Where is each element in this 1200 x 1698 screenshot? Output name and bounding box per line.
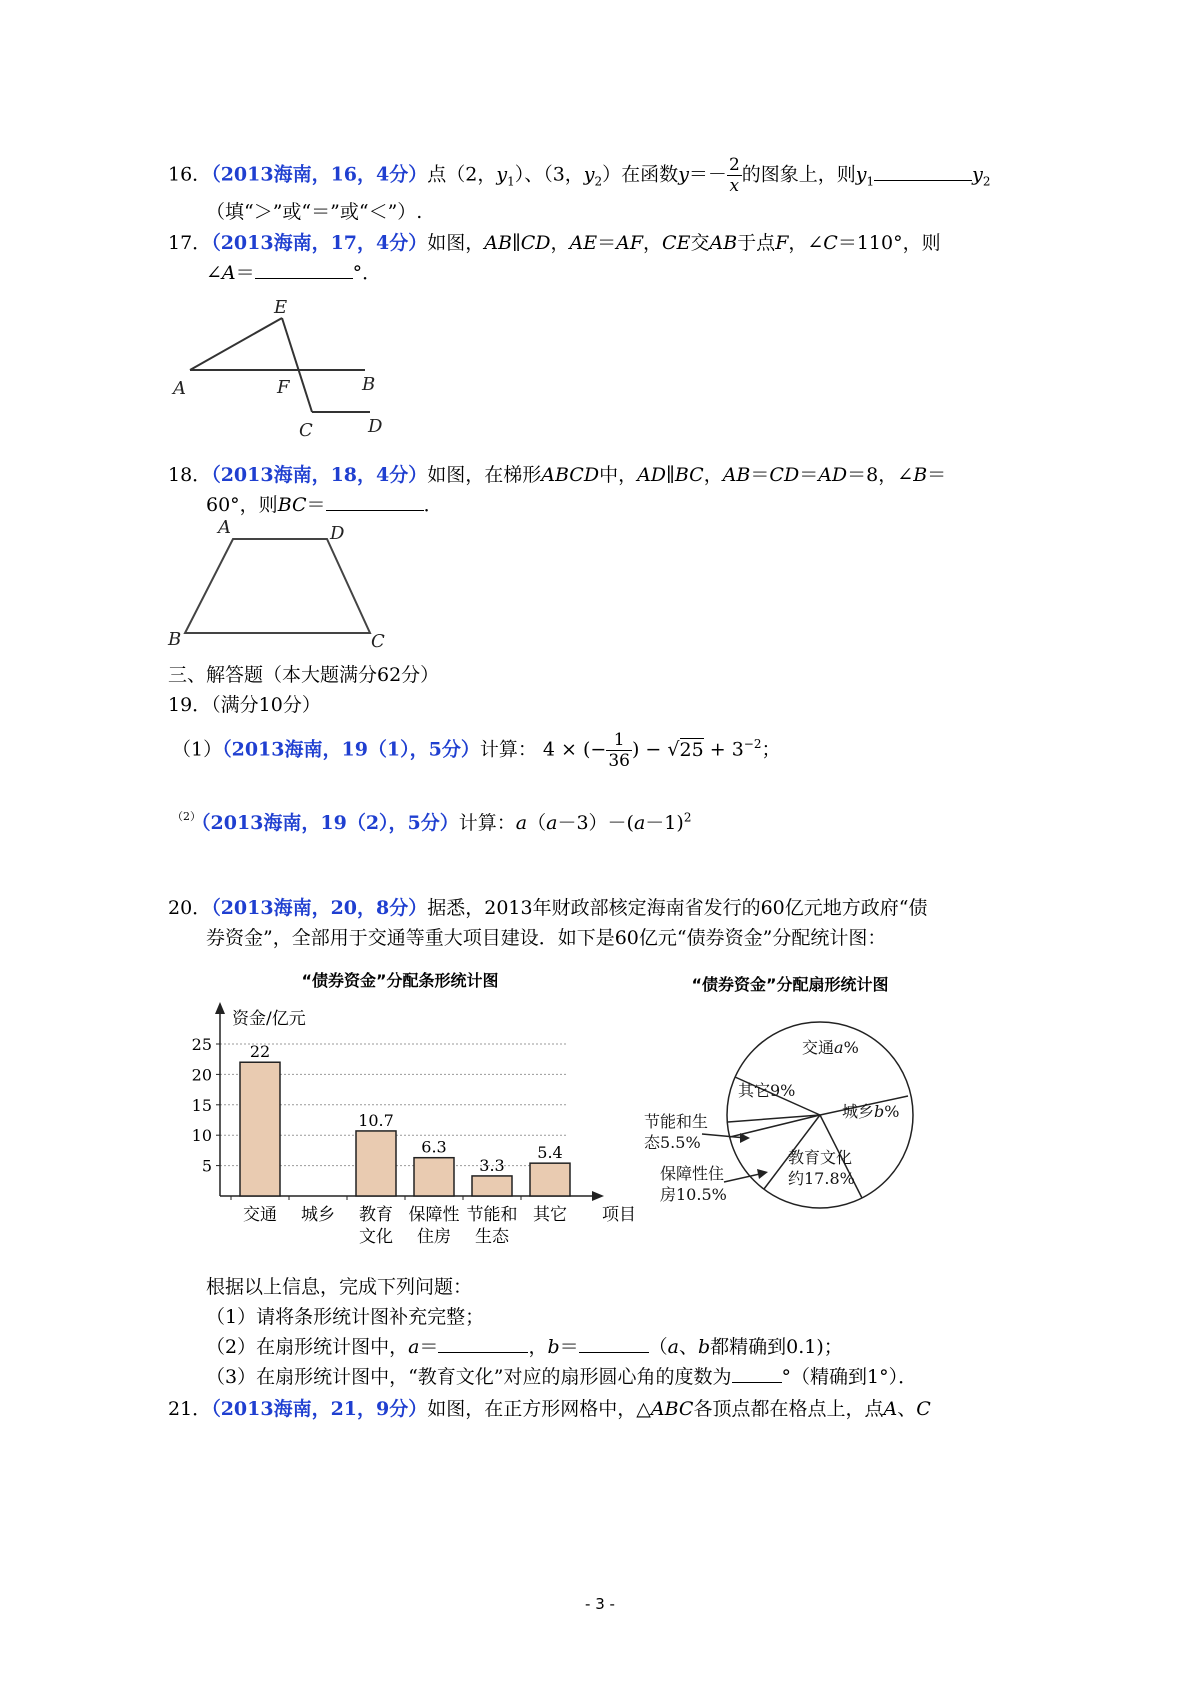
slice-label-transport: 交通a%: [802, 1038, 859, 1057]
q20-line1: 20．（2013海南，20，8分）据悉，2013年财政部核定海南省发行的60亿元地方政府“债: [168, 897, 928, 919]
y-tick-label: 5: [201, 1156, 212, 1176]
bar: [356, 1131, 396, 1196]
answer-blank: [255, 259, 353, 279]
fraction-1-over-36: $\frac{1}{36}$: [608, 730, 630, 771]
bar-xlabels: [231, 1196, 567, 1247]
pie-chart: [640, 960, 940, 1260]
label-B: B: [362, 374, 376, 395]
slice-label-education-1: 教育文化: [788, 1148, 853, 1167]
y-axis-arrow: [215, 1002, 225, 1014]
answer-blank-angle: [732, 1363, 782, 1383]
x-tick-label: 其它: [533, 1205, 567, 1225]
slice-label-energy-1: 节能和生: [644, 1112, 709, 1131]
x-axis-label: 项目: [602, 1205, 636, 1225]
y-tick-label: 20: [191, 1065, 212, 1085]
label-C: C: [371, 631, 385, 652]
x-tick-label: 保障性: [408, 1205, 460, 1225]
slice-label-education-2: 约17.8%: [788, 1169, 855, 1188]
x-tick-label: 文化: [359, 1227, 393, 1247]
slice-label-other: 其它9%: [738, 1081, 796, 1100]
pie-chart-title: “债券资金”分配扇形统计图: [691, 975, 889, 994]
q20-intro: 根据以上信息，完成下列问题：: [206, 1276, 473, 1298]
q16-line1: 16．（2013海南，16，4分）点（2，$y_1$）、（3，$y_2$）在函数y＝－ $\frac{2}{x}$ 的图象上，则$y_1$ $y_2$: [168, 155, 991, 196]
slice-label-housing-2: 房10.5%: [660, 1185, 727, 1204]
bar: [414, 1158, 454, 1196]
label-A: A: [173, 378, 186, 399]
page-number: - 3 -: [585, 1595, 615, 1613]
q20-sub3: （3）在扇形统计图中，“教育文化”对应的扇形圆心角的度数为 °（精确到1°）．: [206, 1362, 917, 1389]
q19-part2: $^{(2)}$（2013海南，19（2），5分）计算：$a(a-3)-(a-1)^2$: [172, 810, 692, 834]
x-tick-label: 住房: [417, 1227, 451, 1247]
q19-heading: 19．（满分10分）: [168, 694, 321, 716]
q17-line1: 17．（2013海南，17，4分）如图，AB∥CD，AE＝AF，CE交AB于点F，∠C＝110°，则: [168, 232, 941, 254]
bar: [530, 1163, 570, 1196]
bar-chart: [190, 960, 640, 1260]
y-tick-label: 10: [191, 1126, 212, 1146]
answer-blank: [874, 161, 972, 181]
bar: [472, 1176, 512, 1196]
bars: [240, 1042, 570, 1196]
bar-value-label: 6.3: [421, 1137, 447, 1157]
label-A: A: [218, 517, 231, 538]
q20-sub2: （2）在扇形统计图中，a＝ ，b＝ （a、b都精确到0.1)；: [206, 1332, 843, 1359]
bar-value-label: 10.7: [358, 1110, 394, 1130]
fraction-2-over-x: $\frac{2}{x}$: [728, 155, 740, 196]
x-tick-label: 节能和: [466, 1205, 518, 1225]
bar: [240, 1062, 280, 1196]
trapezoid-abcd: [185, 539, 370, 633]
label-F: F: [277, 377, 290, 398]
q20-line2: 券资金”，全部用于交通等重大项目建设．如下是60亿元“债券资金”分配统计图：: [206, 927, 887, 949]
q18-line2: 60°，则BC＝ ．: [206, 490, 443, 517]
bar-ticks: [192, 1035, 220, 1176]
y-tick-label: 25: [191, 1035, 212, 1054]
label-D: D: [330, 523, 345, 544]
bar-value-label: 3.3: [479, 1155, 505, 1175]
q18-figure: [160, 515, 400, 655]
x-tick-label: 生态: [475, 1227, 509, 1247]
q21-line1: 21．（2013海南，21，9分）如图，在正方形网格中，△ABC各顶点都在格点上，点A、C: [168, 1398, 931, 1420]
section-heading: 三、解答题（本大题满分62分）: [168, 664, 440, 686]
x-tick-label: 城乡: [301, 1205, 335, 1225]
q20-sub1: （1）请将条形统计图补充完整；: [206, 1306, 485, 1328]
label-B: B: [168, 629, 182, 650]
answer-blank-a: [438, 1333, 528, 1353]
slice-label-energy-2: 态5.5%: [644, 1133, 701, 1152]
x-axis-arrow: [592, 1191, 604, 1201]
line-ae: [190, 318, 282, 370]
y-tick-label: 15: [191, 1095, 212, 1115]
bar-value-label: 5.4: [537, 1143, 563, 1163]
q19-part1: （1）（2013海南，19（1），5分）计算： 4 × (− $\frac{1}{36}$ ) − $√25 + 3^{-2}$；: [172, 730, 781, 771]
q18-line1: 18．（2013海南，18，4分）如图，在梯形ABCD中，AD∥BC，AB＝CD＝AD＝8，∠B＝: [168, 464, 947, 486]
slice-label-housing-1: 保障性住: [660, 1164, 725, 1183]
label-C: C: [299, 420, 313, 441]
x-tick-label: 交通: [243, 1205, 277, 1225]
label-D: D: [368, 416, 383, 437]
q16-line2: （填“＞”或“＝”或“＜”）.: [206, 201, 423, 223]
answer-blank: [326, 491, 424, 511]
y-axis-label: 资金/亿元: [232, 1009, 306, 1029]
bar-chart-title: “债券资金”分配条形统计图: [301, 971, 499, 990]
bar-value-label: 22: [249, 1042, 271, 1062]
x-tick-label: 教育: [359, 1205, 393, 1225]
slice-label-urban-rural: 城乡b%: [842, 1102, 900, 1121]
label-E: E: [274, 297, 288, 318]
q17-figure: [165, 290, 395, 450]
answer-blank-b: [579, 1333, 649, 1353]
q17-line2: ∠A＝ °．: [206, 258, 381, 285]
